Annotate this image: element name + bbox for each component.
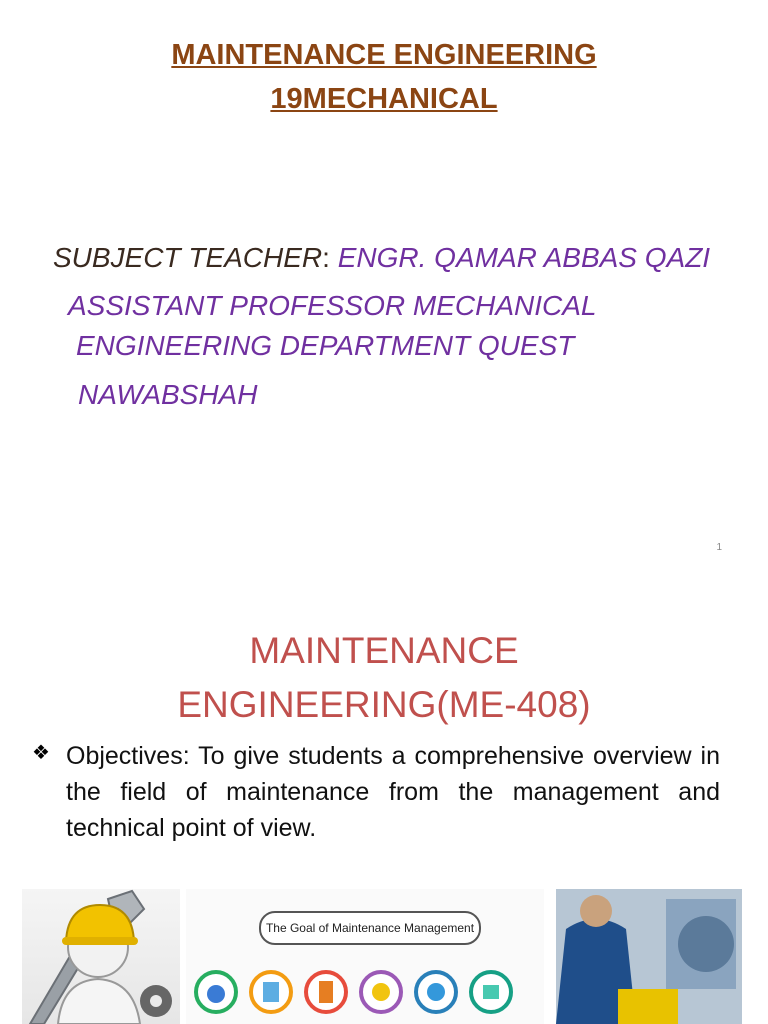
technician-photo-icon <box>556 889 742 1024</box>
gear-icon <box>416 972 456 1012</box>
diamond-bullet-icon: ❖ <box>32 742 50 764</box>
handshake-icon <box>471 972 511 1012</box>
slide2-title-line-2: ENGINEERING(ME-408) <box>177 684 591 725</box>
teacher-name: ENGR. QAMAR ABBAS QAZI <box>337 242 711 273</box>
title-line-1: MAINTENANCE ENGINEERING <box>171 39 597 71</box>
worker-image <box>22 889 180 1024</box>
page-number: 1 <box>716 542 722 553</box>
goal-label: The Goal of Maintenance Management <box>259 911 481 945</box>
checklist-icon <box>251 972 291 1012</box>
document-icon <box>306 972 346 1012</box>
teacher-line <box>53 238 710 278</box>
goal-graphic <box>186 889 544 1024</box>
teacher-colon: : <box>322 242 338 273</box>
worker-with-wrench-icon <box>22 889 180 1024</box>
title-line-2: 19MECHANICAL <box>270 83 498 115</box>
goal-icons <box>186 889 544 1024</box>
objectives-text: Objectives: To give students a comprehensive overview in the field of maintenance from the management and technical point of view. <box>66 742 720 842</box>
designation-line-2: ENGINEERING DEPARTMENT QUEST <box>76 330 575 361</box>
slide2-title-line-1: MAINTENANCE <box>249 630 519 671</box>
money-bag-icon <box>196 972 236 1012</box>
designation-line-3: NAWABSHAH <box>78 379 258 410</box>
designation-line-1: ASSISTANT PROFESSOR MECHANICAL <box>68 290 597 321</box>
pie-chart-icon <box>361 972 401 1012</box>
technician-photo <box>556 889 742 1024</box>
teacher-label: SUBJECT TEACHER <box>53 242 323 273</box>
slide-2 <box>0 572 768 1024</box>
